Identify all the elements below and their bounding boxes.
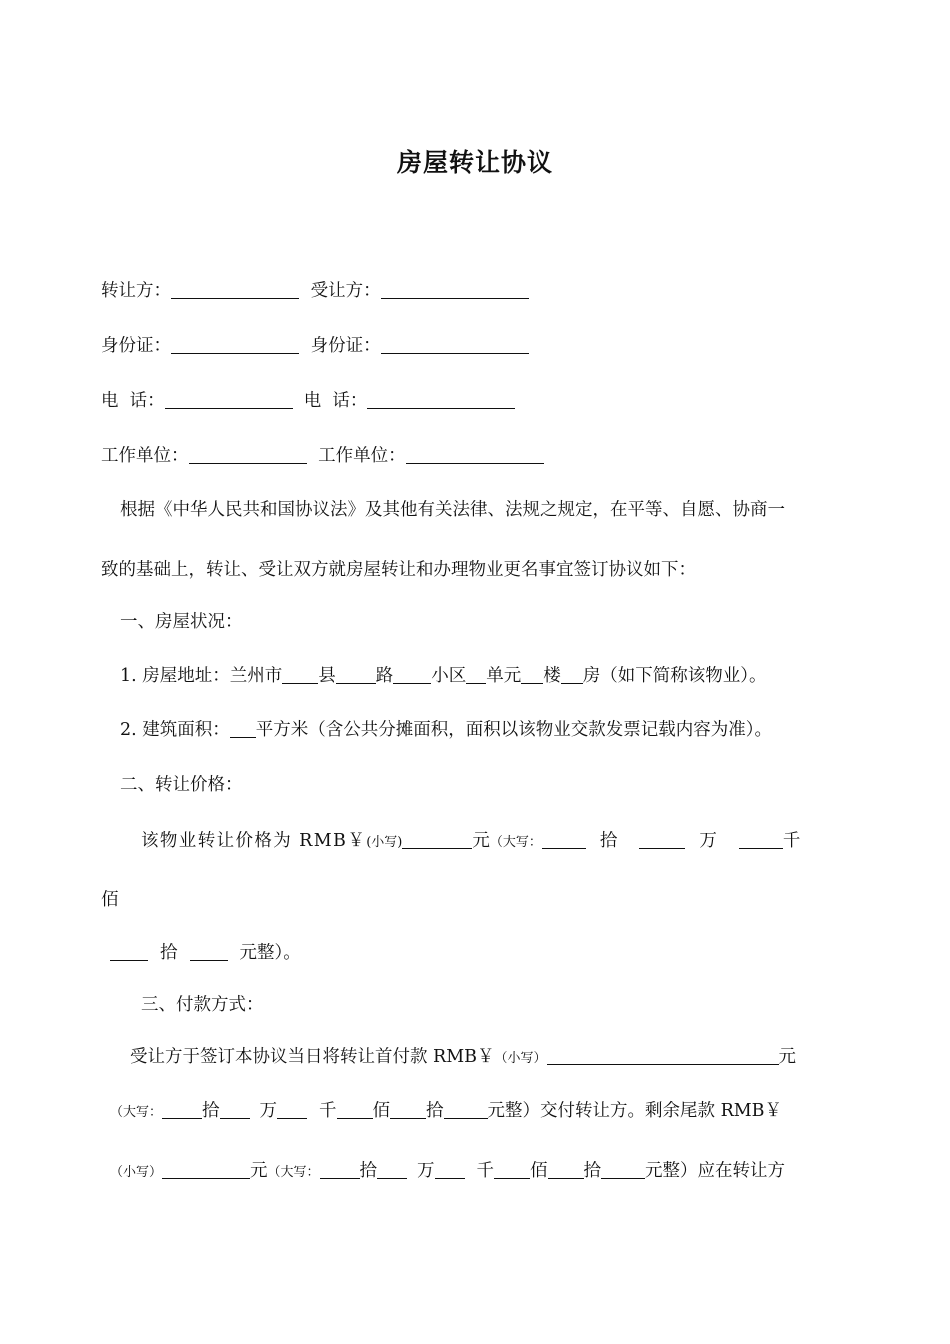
transferee-label: 受让方： xyxy=(310,281,381,301)
party-row-phones xyxy=(101,389,515,413)
p1-shi-blank[interactable] xyxy=(390,1100,426,1119)
unit-label: 单元 xyxy=(486,666,522,686)
section2-heading: 二、转让价格： xyxy=(120,775,243,795)
transferee-work-label: 工作单位： xyxy=(318,446,406,466)
price-shi-blank[interactable] xyxy=(110,942,148,961)
transferee-phone-label: 电 话： xyxy=(303,391,368,411)
transferor-phone-label: 电 话： xyxy=(101,391,165,411)
section1-heading: 一、房屋状况： xyxy=(120,612,243,632)
section3-heading: 三、付款方式： xyxy=(141,995,264,1015)
intro-line-1: 根据《中华人民共和国协议法》及其他有关法律、法规之规定，在平等、自愿、协商一 xyxy=(120,500,785,520)
remaining-yuan: 元 xyxy=(250,1161,268,1181)
payment-upper-note: （大写： xyxy=(110,1105,163,1120)
transferor-id-label: 身份证： xyxy=(101,336,171,356)
p2-qian-label: 千 xyxy=(476,1161,495,1181)
transferor-blank[interactable] xyxy=(171,280,299,299)
payment-line-2 xyxy=(110,1099,782,1125)
p2-bai-label: 佰 xyxy=(530,1161,548,1181)
first-payment-blank[interactable] xyxy=(547,1046,779,1065)
p1-wan-label: 万 xyxy=(259,1101,278,1121)
transferor-label: 转让方： xyxy=(101,281,171,301)
county-label: 县 xyxy=(318,666,336,686)
p2-qian-blank[interactable] xyxy=(435,1160,465,1179)
p2-shi-label-2: 拾 xyxy=(583,1161,602,1181)
transferor-phone-blank[interactable] xyxy=(165,390,293,409)
price-qian-blank[interactable] xyxy=(739,830,783,849)
price-shi-label-2: 拾 xyxy=(160,943,178,963)
payment-prefix: 受让方于签订本协议当日将转让首付款 RMB￥ xyxy=(130,1047,495,1067)
p1-shiwan-blank[interactable] xyxy=(162,1100,202,1119)
payment-line2-end: 元整）交付转让方。剩余尾款 RMB￥ xyxy=(487,1101,783,1121)
price-shi-label: 拾 xyxy=(599,831,618,851)
building-label: 楼 xyxy=(543,666,561,686)
payment-line3-end: 元整）应在转让方 xyxy=(645,1161,786,1181)
area-line xyxy=(120,718,772,742)
payment-lower-note: （小写） xyxy=(494,1051,547,1066)
community-blank[interactable] xyxy=(393,665,431,684)
p2-shi-blank[interactable] xyxy=(548,1160,584,1179)
p2-shi-label: 拾 xyxy=(359,1161,378,1181)
transferor-work-blank[interactable] xyxy=(189,445,307,464)
price-line-2: 佰 xyxy=(101,890,119,910)
price-wan-blank[interactable] xyxy=(639,830,685,849)
payment-line-1 xyxy=(130,1045,796,1071)
transferee-id-blank[interactable] xyxy=(381,335,529,354)
road-label: 路 xyxy=(375,666,394,686)
price-lower-note: (小写) xyxy=(366,835,403,850)
party-row-ids xyxy=(101,334,529,358)
payment-yuan: 元 xyxy=(778,1047,797,1067)
transferor-id-blank[interactable] xyxy=(171,335,299,354)
price-qian-label: 千 xyxy=(782,831,801,851)
payment-line-3 xyxy=(110,1159,785,1185)
p1-bai-blank[interactable] xyxy=(337,1100,373,1119)
address-prefix: 1. 房屋地址：兰州市 xyxy=(120,666,283,686)
area-blank[interactable] xyxy=(230,719,256,738)
price-line-3 xyxy=(110,941,301,965)
p2-shiwan-blank[interactable] xyxy=(320,1160,360,1179)
p1-wan-blank[interactable] xyxy=(220,1100,250,1119)
p2-wan-label: 万 xyxy=(417,1161,435,1181)
p1-shi-label-2: 拾 xyxy=(426,1101,444,1121)
price-yuan-blank[interactable] xyxy=(190,942,228,961)
area-suffix: 平方米（含公共分摊面积，面积以该物业交款发票记载内容为准）。 xyxy=(255,720,773,740)
transferor-work-label: 工作单位： xyxy=(101,446,189,466)
transferee-blank[interactable] xyxy=(381,280,529,299)
p1-qian-blank[interactable] xyxy=(277,1100,307,1119)
party-row-work xyxy=(101,444,544,468)
room-blank[interactable] xyxy=(561,665,583,684)
area-prefix: 2. 建筑面积： xyxy=(120,720,230,740)
transferee-id-label: 身份证： xyxy=(310,336,381,356)
p1-shi-label: 拾 xyxy=(202,1101,220,1121)
p1-bai-label: 佰 xyxy=(372,1101,391,1121)
remaining-lower-note: （小写） xyxy=(110,1165,163,1180)
party-row-names xyxy=(101,279,529,303)
p2-bai-blank[interactable] xyxy=(494,1160,530,1179)
remaining-lower-blank[interactable] xyxy=(162,1160,250,1179)
p1-yuan-blank[interactable] xyxy=(444,1100,488,1119)
price-wan-label: 万 xyxy=(699,831,717,851)
price-shiwan-blank[interactable] xyxy=(542,830,586,849)
price-end: 元整）。 xyxy=(239,943,301,963)
document-title: 房屋转让协议 xyxy=(396,148,553,177)
community-label: 小区 xyxy=(431,666,467,686)
price-lower-blank[interactable] xyxy=(402,830,472,849)
intro-line-2: 致的基础上，转让、受让双方就房屋转让和办理物业更名事宜签订协议如下： xyxy=(101,560,696,580)
address-line xyxy=(120,664,767,688)
road-blank[interactable] xyxy=(336,665,376,684)
unit-blank[interactable] xyxy=(466,665,486,684)
address-suffix: 房（如下简称该物业）。 xyxy=(582,666,767,686)
p2-yuan-blank[interactable] xyxy=(601,1160,645,1179)
transferee-work-blank[interactable] xyxy=(406,445,544,464)
price-yuan: 元 xyxy=(472,831,490,851)
p1-qian-label: 千 xyxy=(319,1101,337,1121)
transferee-phone-blank[interactable] xyxy=(367,390,515,409)
remaining-upper-note: （大写： xyxy=(267,1165,320,1180)
price-text: 该物业转让价格为 RMB￥ xyxy=(141,831,367,851)
county-blank[interactable] xyxy=(282,665,318,684)
price-line-1 xyxy=(141,829,800,855)
price-upper-note: （大写： xyxy=(489,835,542,850)
building-blank[interactable] xyxy=(521,665,543,684)
p2-wan-blank[interactable] xyxy=(377,1160,407,1179)
